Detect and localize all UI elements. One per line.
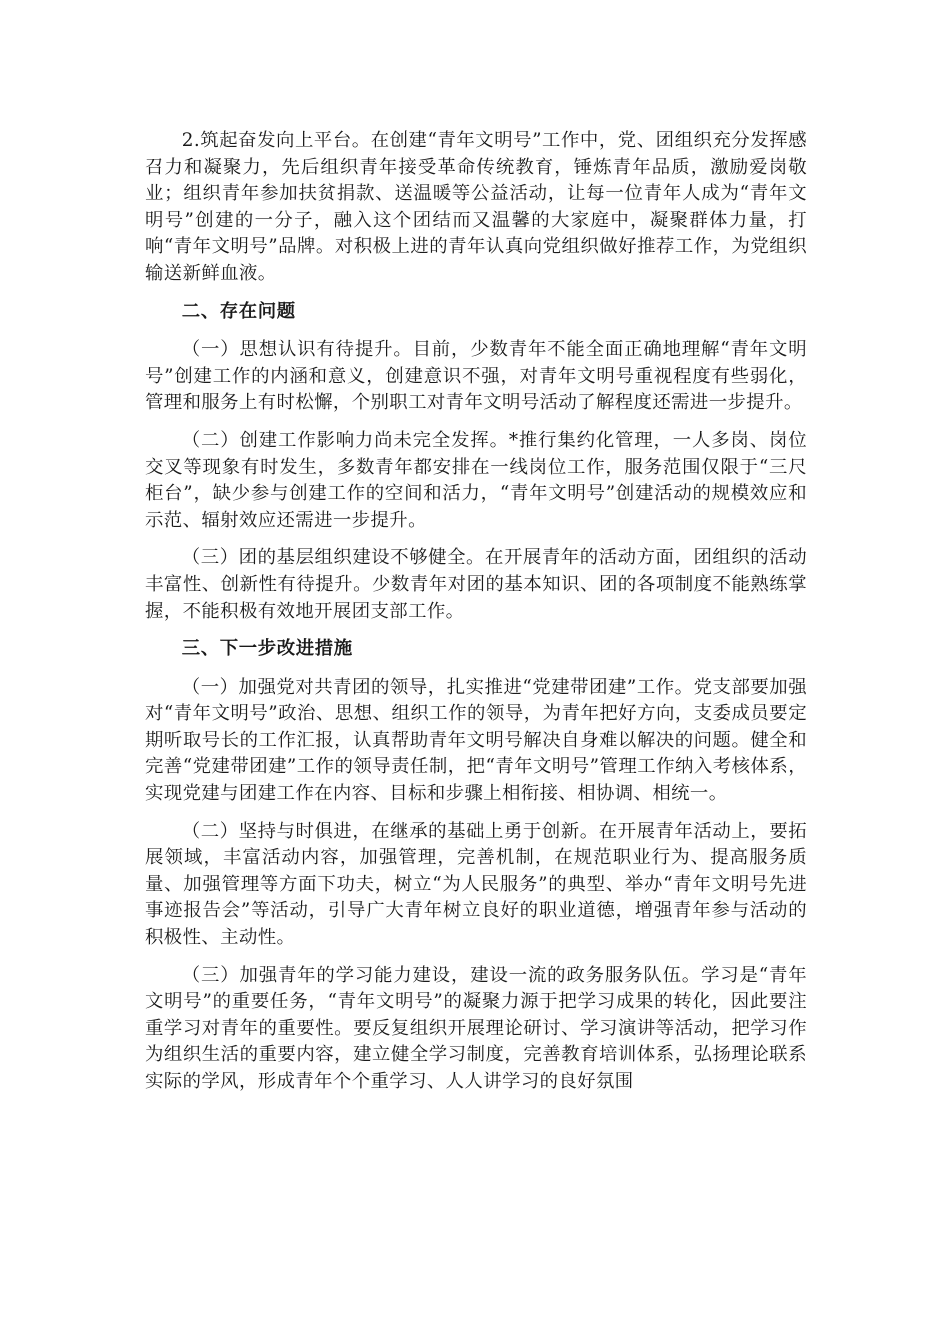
paragraph-platform: 2.筑起奋发向上平台。在创建“青年文明号”工作中，党、团组织充分发挥感召力和凝聚力，先后组织青年接受革命传统教育，锤炼青年品质，激励爱岗敬业；组织青年参加扶贫捐款、送温暖等公益活动，让每一位青年人成为“青年文明号”创建的一分子，融入这个团结而又温馨的大家庭中，凝聚群体力量，打响“青年文明号”品牌。对积极上进的青年认真向党组织做好推荐工作，为党组织输送新鲜血液。 <box>145 130 807 284</box>
paragraph-measure-2: （二）坚持与时俱进，在继承的基础上勇于创新。在开展青年活动上，要拓展领域，丰富活动内容，加强管理，完善机制，在规范职业行为、提高服务质量、加强管理等方面下功夫，树立“为人民服务”的典型、举办“青年文明号先进事迹报告会”等活动，引导广大青年树立良好的职业道德，增强青年参与活动的积极性、主动性。 <box>145 820 807 949</box>
paragraph-measure-3: （三）加强青年的学习能力建设，建设一流的政务服务队伍。学习是“青年文明号”的重要任务，“青年文明号”的凝聚力源于把学习成果的转化，因此要注重学习对青年的重要性。要反复组织开展理论研讨、学习演讲等活动，把学习作为组织生活的重要内容，建立健全学习制度，完善教育培训体系，弘扬理论联系实际的学风，形成青年个个重学习、人人讲学习的良好氛围 <box>145 964 807 1092</box>
paragraph-problem-2: （二）创建工作影响力尚未完全发挥。*推行集约化管理，一人多岗、岗位交叉等现象有时发生，多数青年都安排在一线岗位工作，服务范围仅限于“三尺柜台”，缺少参与创建工作的空间和活力，“青年文明号”创建活动的规模效应和示范、辐射效应还需进一步提升。 <box>145 429 807 531</box>
section-heading-measures: 三、下一步改进措施 <box>181 638 353 660</box>
paragraph-problem-1: （一）思想认识有待提升。目前，少数青年不能全面正确地理解“青年文明号”创建工作的内涵和意义，创建意识不强，对青年文明号重视程度有些弱化，管理和服务上有时松懈，个别职工对青年文明号活动了解程度还需进一步提升。 <box>145 339 807 414</box>
section-heading-problems: 二、存在问题 <box>181 300 296 322</box>
document-page <box>145 128 807 1107</box>
paragraph-measure-1: （一）加强党对共青团的领导，扎实推进“党建带团建”工作。党支部要加强对“青年文明号”政治、思想、组织工作的领导，为青年把好方向，支委成员要定期听取号长的工作汇报，认真帮助青年文明号解决自身难以解决的问题。健全和完善“党建带团建”工作的领导责任制，把“青年文明号”管理工作纳入考核体系，实现党建与团建工作在内容、目标和步骤上相衔接、相协调、相统一。 <box>145 676 807 805</box>
paragraph-problem-3: （三）团的基层组织建设不够健全。在开展青年的活动方面，团组织的活动丰富性、创新性有待提升。少数青年对团的基本知识、团的各项制度不能熟练掌握，不能积极有效地开展团支部工作。 <box>145 547 807 622</box>
